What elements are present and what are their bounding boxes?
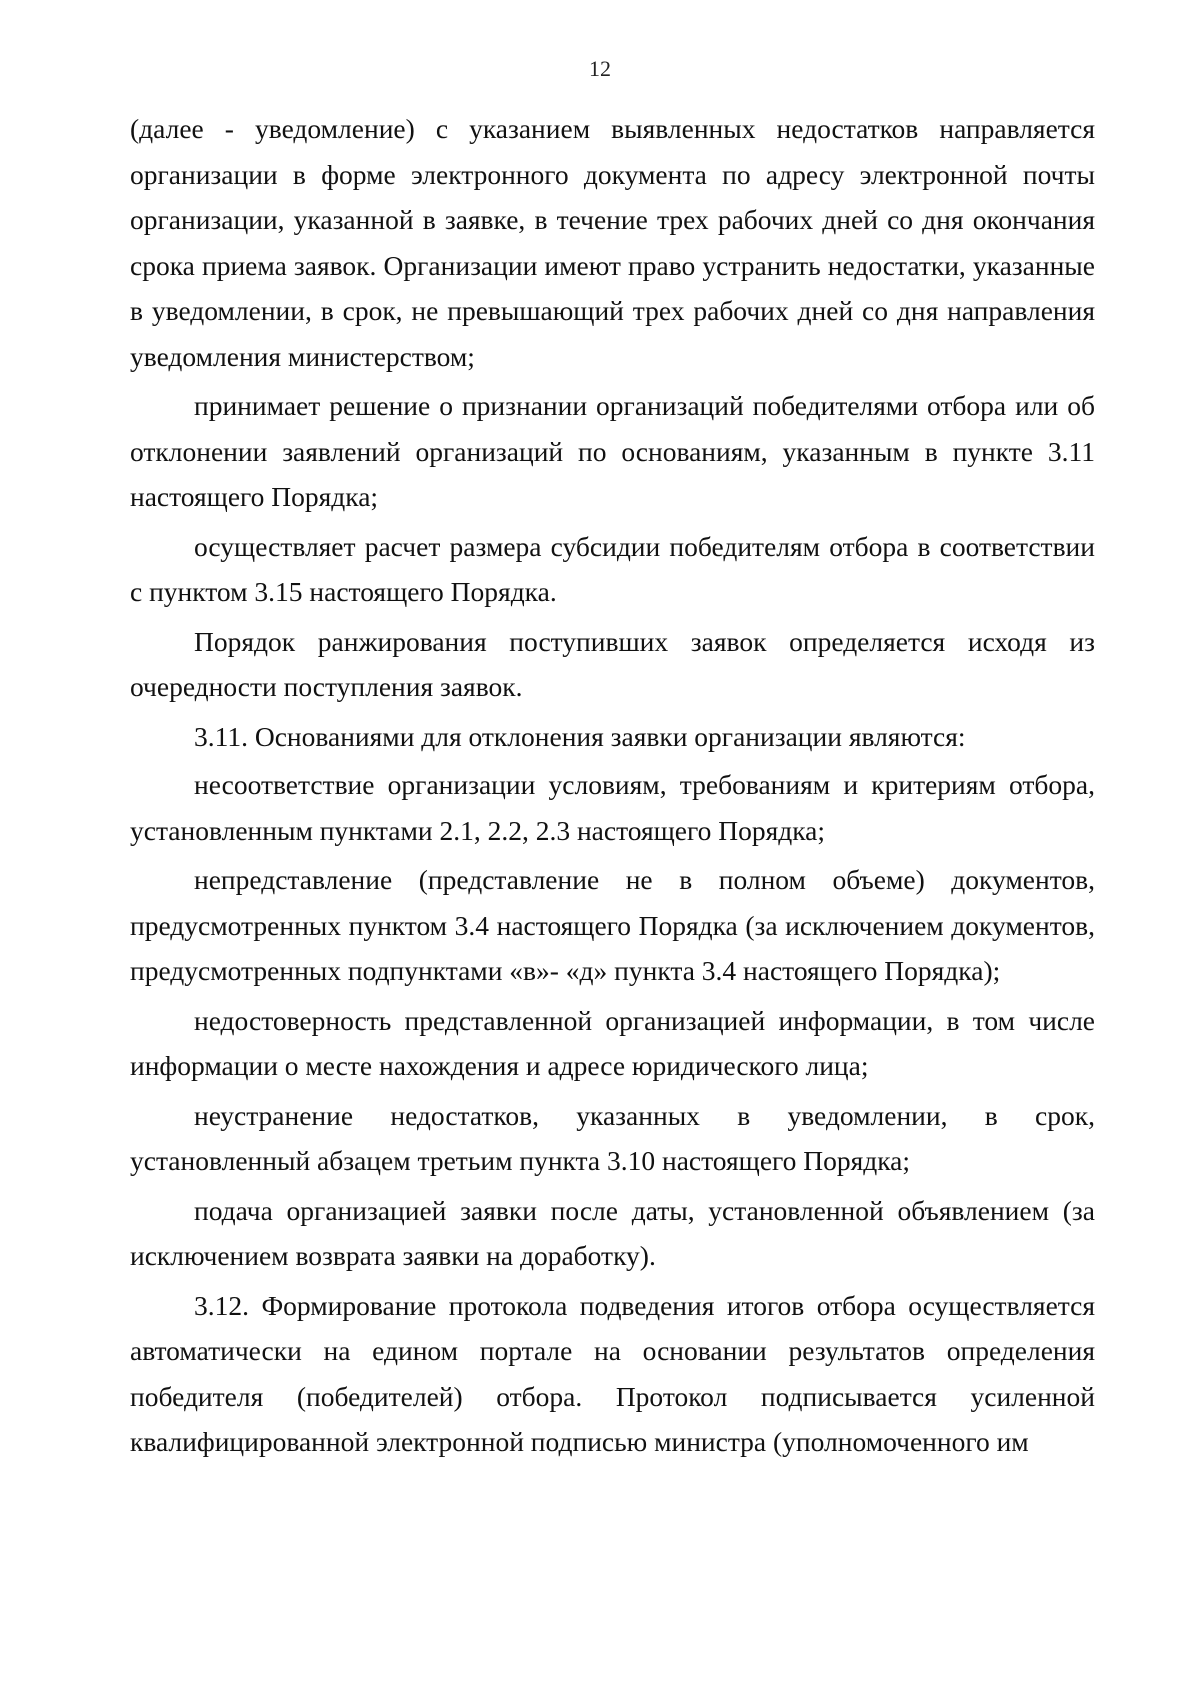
page-number: 12 — [589, 56, 611, 81]
paragraph-late-submission: подача организацией заявки после даты, установленной объявлением (за исключением возврата заявки на доработку). — [130, 1194, 1095, 1271]
paragraph-unreliability: недостоверность представленной организацией информации, в том числе информации о месте нахождения и адресе юридического лица; — [130, 1004, 1095, 1081]
paragraph-notification-continuation: (далее - уведомление) с указанием выявленных недостатков направляется организации в форме электронного документа по адресу электронной почты организации, указанной в заявке, в течение трех рабочих дней со дня окончания срока приема заявок. Организации имеют право устранить недостатки, указанные в уведомлении, в срок, не превышающий трех рабочих дней со дня направления уведомления министерством; — [130, 113, 1095, 372]
document-body — [130, 106, 1095, 1468]
paragraph-nonelimination: неустранение недостатков, указанных в уведомлении, в срок, установленный абзацем третьим пункта 3.10 настоящего Порядка; — [130, 1099, 1095, 1176]
paragraph-nonsubmission: непредставление (представление не в полном объеме) документов, предусмотренных пунктом 3.4 настоящего Порядка (за исключением документов, предусмотренных подпунктами «в»- «д» пункта 3.4 настоящего Порядка); — [130, 864, 1095, 986]
paragraph-decision-winners: принимает решение о признании организаций победителями отбора или об отклонении заявлений организаций по основаниям, указанным в пункте 3.11 настоящего Порядка; — [130, 390, 1095, 512]
paragraph-ranking-order: Порядок ранжирования поступивших заявок определяется исходя из очередности поступления заявок. — [130, 625, 1095, 702]
paragraph-subsidy-calculation: осуществляет расчет размера субсидии победителям отбора в соответствии с пунктом 3.15 настоящего Порядка. — [130, 530, 1095, 607]
paragraph-nonconformity: несоответствие организации условиям, требованиям и критериям отбора, установленным пунктами 2.1, 2.2, 2.3 настоящего Порядка; — [130, 769, 1095, 846]
paragraph-section-3-12: 3.12. Формирование протокола подведения итогов отбора осуществляется автоматически на едином портале на основании результатов определения победителя (победителей) отбора. Протокол подписывается усиленной квалифицированной электронной подписью министра (уполномоченного им — [130, 1289, 1095, 1457]
paragraph-section-3-11: 3.11. Основаниями для отклонения заявки организации являются: — [194, 720, 966, 752]
